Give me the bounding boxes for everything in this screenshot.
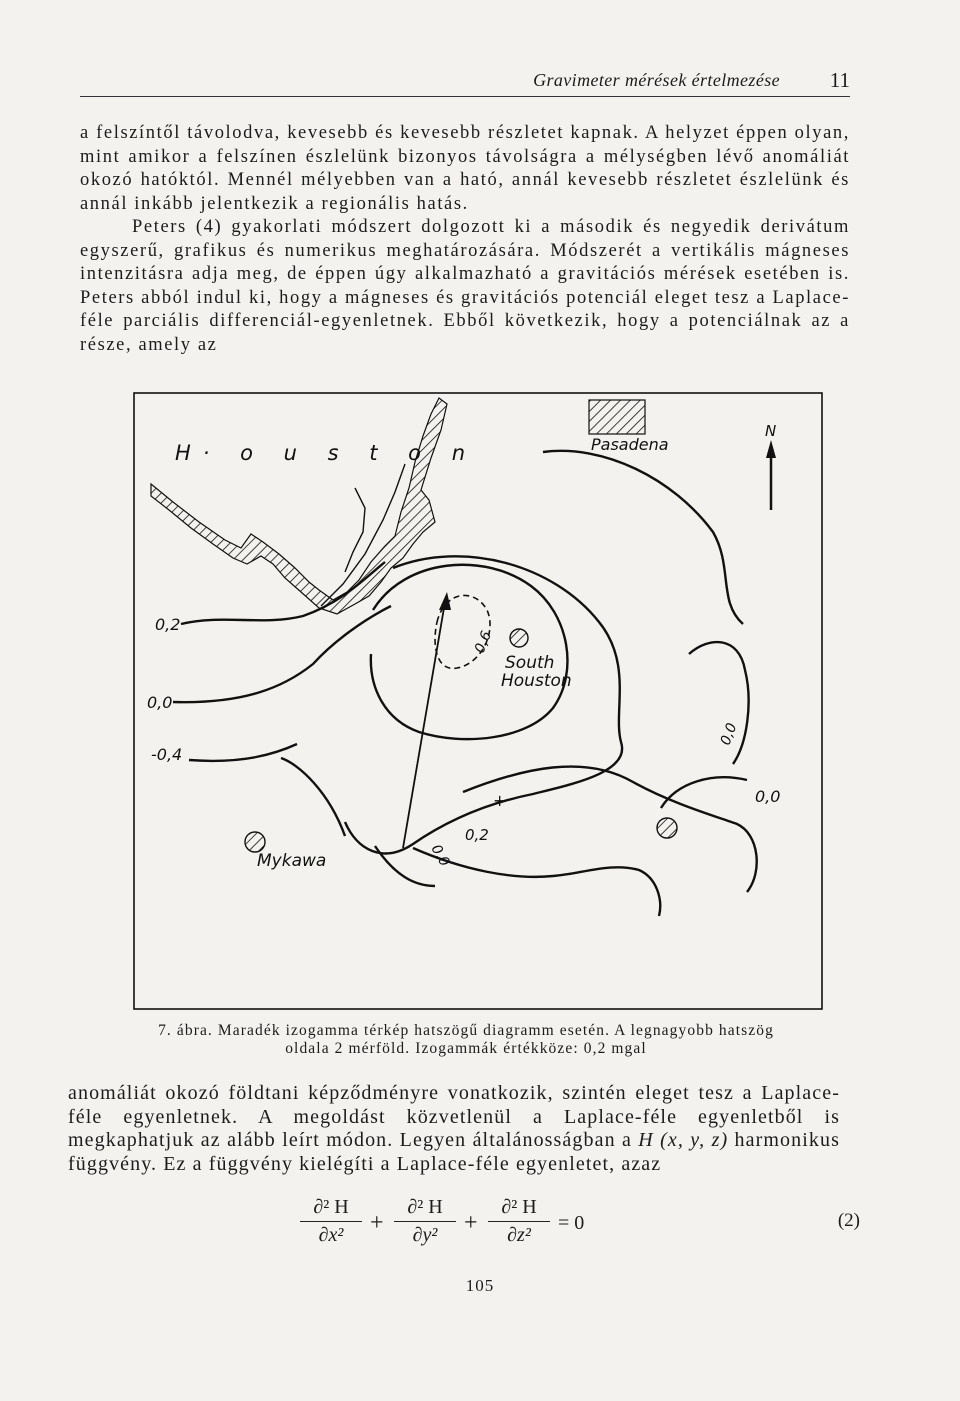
- contour-line: [375, 846, 435, 886]
- running-title: Gravimeter mérések értelmezése: [533, 70, 780, 90]
- equation-number: (2): [837, 1210, 860, 1231]
- south-houston-marker-icon: [510, 629, 528, 647]
- contour-line: [345, 556, 622, 853]
- town-marker-icon: [657, 818, 677, 838]
- denominator: ∂x²: [318, 1224, 344, 1246]
- fraction: [300, 1196, 362, 1247]
- paragraph: [68, 1082, 840, 1176]
- contour-value: 0,2: [465, 826, 489, 844]
- contour-line: [543, 451, 743, 624]
- body-text-top: [80, 122, 850, 357]
- bayou-line: [345, 488, 365, 572]
- contour-value: 0,0: [755, 787, 781, 806]
- caption-line: oldala 2 mérföld. Izogammák értékköze: 0,2 mgal: [285, 1040, 647, 1057]
- paragraph: a felszíntől távolodva, kevesebb és kevesebb részletet kapnak. A helyzet éppen olyan, mint amikor a felszínen észlelünk bizonyos távolságra a mélységben lévő anomáliát okozó hatóktól. Mennél mélyebben van a ható, annál kevesebb részletet észlelünk és annál inkább jelentkezik a regionális hatás.: [80, 123, 850, 214]
- numerator: ∂² H: [300, 1196, 362, 1222]
- contour-value: 0,0: [427, 842, 453, 870]
- south-houston-label: South: [505, 653, 555, 673]
- equals-zero: = 0: [558, 1212, 585, 1234]
- mykawa-label: Mykawa: [257, 851, 327, 871]
- page-number: 11: [829, 68, 850, 92]
- text-run: anomáliát okozó földtani képződményre vonatkozik, szintén eleget tesz a Laplace-féle egyenletnek. A megoldást közvetlenül a Laplace-féle egyenletből is megkaphatjuk az alább leírt módon. Legyen általánosságban a: [68, 1082, 840, 1151]
- map-frame: [134, 393, 822, 1009]
- north-arrow-icon: [766, 440, 776, 510]
- body-text-bottom: [68, 1082, 840, 1176]
- plus-marker: +: [493, 791, 507, 810]
- denominator: ∂y²: [412, 1224, 438, 1246]
- figure-caption: [76, 1022, 856, 1058]
- contour-line: [661, 777, 747, 808]
- running-header: [80, 68, 850, 97]
- contour-line: [689, 642, 749, 764]
- folio-number: 105: [465, 1276, 495, 1295]
- laplace-equation: [300, 1196, 860, 1256]
- contour-value: -0,4: [151, 745, 183, 764]
- contour-value: 0,0: [147, 693, 173, 712]
- function-symbol: H (x, y, z): [638, 1129, 729, 1151]
- fraction: [394, 1196, 456, 1247]
- south-houston-label: Houston: [501, 671, 572, 691]
- pasadena-label: Pasadena: [591, 435, 669, 454]
- fraction: [488, 1196, 550, 1247]
- contour-line: [189, 744, 297, 761]
- plus-sign: +: [370, 1210, 384, 1236]
- contour-line: [281, 758, 345, 836]
- plus-sign: +: [464, 1210, 478, 1236]
- numerator: ∂² H: [394, 1196, 456, 1222]
- contour-value: 0,6: [471, 628, 496, 656]
- contour-line: [371, 565, 568, 739]
- contour-line: [463, 767, 757, 892]
- contour-value: 0,0: [717, 720, 741, 748]
- mykawa-marker-icon: [245, 832, 265, 852]
- pasadena-area: [589, 400, 645, 434]
- caption-line: 7. ábra. Maradék izogamma térkép hatszögű diagramm esetén. A legnagyobb hatszög: [158, 1022, 774, 1039]
- north-label: N: [765, 422, 777, 440]
- isogam-map-figure: [133, 392, 823, 1010]
- numerator: ∂² H: [488, 1196, 550, 1222]
- contour-value: 0,2: [155, 615, 181, 634]
- traverse-line: [403, 602, 445, 848]
- houston-label: H· o u s t o n: [175, 441, 478, 465]
- denominator: ∂z²: [507, 1224, 531, 1246]
- text-run: harmonikus függvény. Ez a függvény kielégíti a Laplace-féle egyenletet, azaz: [68, 1129, 840, 1175]
- paragraph: Peters (4) gyakorlati módszert dolgozott ki a második és negyedik derivátum egyszerű, grafikus és numerikus meghatározására. Módszerét a vertikális mágneses intenzitásra adja meg, de éppen úgy alkalmazható a gravitációs mérések esetében is. Peters abból indul ki, hogy a mágneses és gravitációs potenciál eleget tesz a Laplace-féle parciális differenciál-egyenletnek. Ebből következik, hogy a potenciálnak az a része, amely az: [80, 217, 850, 355]
